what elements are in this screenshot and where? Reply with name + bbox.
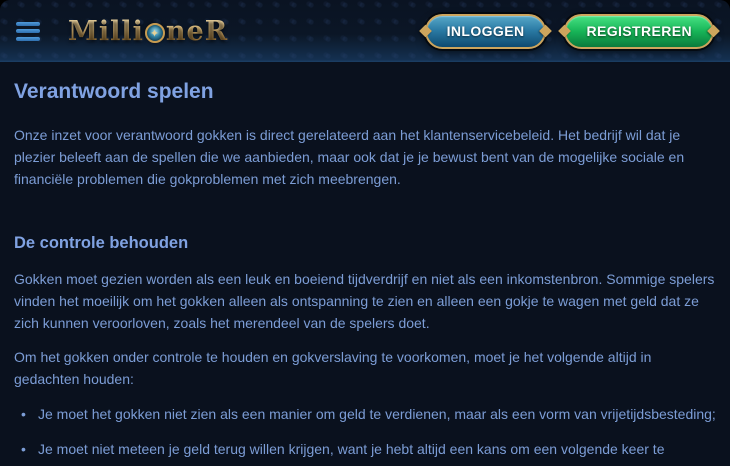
page-title: Verantwoord spelen — [14, 80, 214, 103]
button-tip-ornament — [559, 25, 572, 38]
intro-paragraph: Onze inzet voor verantwoord gokken is direct gerelateerd aan het klantenservicebeleid. Het bedrijf wil dat je plezier beleeft aan de spellen die we aanbieden, maar ook dat je je bewust bent van de mogelijke sociale en financiële problemen die gokproblemen met zich meebrengen. — [14, 127, 685, 187]
hamburger-menu-icon[interactable] — [16, 22, 40, 41]
hamburger-bar — [16, 37, 40, 41]
login-button[interactable] — [425, 14, 547, 49]
register-button[interactable] — [564, 14, 714, 49]
list-item-text: Je moet niet meteen je geld terug willen krijgen, want je hebt altijd een kans om een volgende keer te — [38, 441, 665, 457]
section-title: De controle behouden — [14, 234, 189, 252]
list-item — [14, 402, 716, 427]
button-tip-ornament — [419, 25, 432, 38]
button-tip-ornament — [707, 25, 720, 38]
login-button-label: INLOGGEN — [446, 23, 525, 39]
hamburger-bar — [16, 29, 40, 33]
list-item — [14, 437, 716, 462]
header-actions — [425, 14, 718, 49]
section-paragraph: Om het gokken onder controle te houden en gokverslaving te voorkomen, moet je het volgende altijd in gedachten houden: — [14, 349, 652, 387]
site-logo[interactable] — [68, 16, 228, 47]
top-navbar — [0, 0, 730, 62]
button-tip-ornament — [540, 25, 553, 38]
section-paragraph: Gokken moet gezien worden als een leuk en boeiend tijdverdrijf en niet als een inkomstenbron. Sommige spelers vinden het moeilijk om het gokken alleen als ontspanning te zien en alleen een gokje te wagen met geld dat ze zich kunnen veroorloven, zoals het merendeel van de spelers doet. — [14, 271, 715, 331]
register-button-label: REGISTREREN — [586, 23, 692, 39]
list-item-text: Je moet het gokken niet zien als een manier om geld te verdienen, maar als een vorm van vrijetijdsbesteding; — [38, 406, 716, 422]
logo-medallion-icon — [145, 23, 165, 43]
logo-text-post: neR — [165, 15, 229, 47]
guidelines-list — [14, 402, 716, 462]
main-content — [0, 62, 730, 462]
medallion-glyph: ✦ — [149, 26, 161, 40]
logo-text-pre: Milli — [68, 15, 144, 47]
hamburger-bar — [16, 22, 40, 26]
